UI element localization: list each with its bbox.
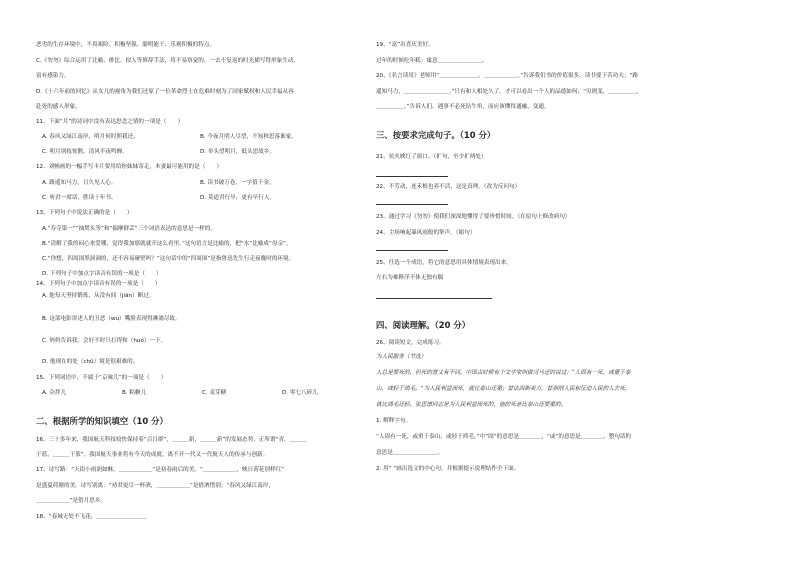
question-15: 15、下列词语中，不属于“京味儿”的一项是（ ） [36,375,167,381]
answer-line[interactable] [376,204,448,205]
question-12: 12、刘畅画的一幅手写卡片要用给你妹妹寄走，本妻最可能用的是（ ） [36,164,223,170]
option[interactable]: A. 他每天坚持锻炼，从没有间（jiān）断过。 [42,293,155,299]
option[interactable]: D. 零七八碎儿 [282,390,318,396]
question-18: 18、“春城无处不飞花，＿＿＿＿＿＿＿＿＿ [36,514,147,520]
option[interactable]: C. 明月别枝惊鹊，清风半夜鸣蝉。 [42,149,128,155]
question-16-cont: 于蓝，＿＿＿于蓝”。我国航天事业将有今天的成就，离不开一代又一代航天人的传承与创新。 [36,452,269,458]
option[interactable]: B. 今夜月明人尽望，不知秋思落谁家。 [200,134,297,140]
text-line: C.《勿勿》综合运用了比喻、排比、拟人等修辞手法，将不易察觉的、一去不复返的时光描写得形象生动、 [36,58,299,64]
option[interactable]: D. 莫道君行早，更有早行人。 [200,195,275,201]
text-line: 赴死的感人形象。 [36,104,81,110]
idiom-choices: 左右为难释洋不休无独有偶 [376,275,444,281]
option[interactable]: B. 读书破万卷，一字值千金。 [200,180,275,186]
question-26: 26、阅读短文，完成练习。 [376,340,445,346]
question-20-cont: ＿＿＿＿＿。”告诉人们，遇事不必死钻牛角，而应该懂得通融、变通。 [376,104,550,110]
option[interactable]: C.“你想，四周围黑洞洞的，还不容易碰壁吗？”这句话中的“四周围”是指鲁迅先生行走夜晚时的环境。 [42,256,295,262]
question-13: 13、下列句子中说法正确的是（ ） [36,210,133,216]
option[interactable]: D. 下列句子中加点字读音有误的一项是（ ） [42,271,162,277]
question-23: 23、通过学习《勿勿》使我们深深地懂得了要珍惜时间。（在原句上修改病句） [376,214,571,220]
question-20-cont: 遥知马力，＿＿＿＿＿＿＿＿。”只有和人相处久了，才可以看出一个人的品德如何；“穷则变，＿＿＿＿＿， [376,89,642,95]
question-20: 20、《名言读用》老师用“＿＿＿＿＿＿＿，＿＿＿＿＿＿。”告诉我们书的价值很多，读书要下苦功夫；“路 [376,73,638,79]
option[interactable]: A. 春风又绿江南岸，明月何时照我还。 [42,134,139,140]
question-19: 19、“富”出喜庆美好。 [376,42,434,48]
passage-title: 为人民服务（节选） [376,354,427,360]
option[interactable]: A.“寿夺第一”“抽焚头等”和“揣摩群芸”三个词语表达的意思是一样的。 [42,226,216,232]
question-14: 14、下列句子中加点字读音有误的一项是（ ） [36,281,161,287]
sub-question-1-text: 意思是＿＿＿＿＿＿＿＿。 [376,450,444,456]
question-22: 22、不劳动，连禾根也养不活，这是真理。（改为反问句） [376,184,521,190]
question-16: 16、三十多年来，我国航天科技较快保持着“百日群”，＿＿＿新，＿＿＿新”的发展态势，正所谓“青，＿＿＿ [36,437,307,443]
answer-line[interactable] [376,250,448,251]
question-24: 24、尘场响起暴风雨般的掌声。（缩句） [376,230,476,236]
option[interactable]: D. 他现在的处（chǔ）境是很艰难的。 [42,359,139,365]
question-11: 11、下面“月”的诗词中没有表达思念之情的一项是（ ） [36,119,184,125]
section-heading-3: 三、按要求完成句子。（10 分） [376,130,496,140]
answer-line[interactable] [376,298,492,299]
option[interactable]: B.“清解了我的闷心来爱哪，觉得我加那就就开这么看里。”这句语言是比喻的，把“水”比喻成“母亲”。 [42,241,292,247]
answer-line[interactable] [376,176,448,177]
option[interactable]: C. 麦芽糖 [202,390,227,396]
question-17-cont: 是盛夏荷塘的美。诗写别离：“劝君更尽一杯酒，＿＿＿＿＿＿”是借酒惜别；“春风又绿江南岸， [36,483,275,489]
section-heading-2: 二、根据所学的知识填空（10 分） [36,416,168,426]
option[interactable]: A. 杂拌儿 [42,390,67,396]
question-17-cont: ＿＿＿＿＿＿”是借月思乡。 [36,498,107,504]
passage-line: 人总是要死的，但死的意义有不同。中国古时候有个文学家叫做司马迁的说过：“人固有一死，或重于泰 [376,370,631,376]
section-heading-4: 四、阅读理解。（20 分） [376,320,471,330]
text-line: 富有感染力。 [36,73,70,79]
sub-question-1-text: “人固有一死，或重于泰山，或轻于鸿毛。”中“固”的意思是＿＿＿＿，“或”的意思是＿＿＿＿。整句话的 [376,434,632,440]
sub-question-1: 1. 解释字句。 [376,418,412,424]
option[interactable]: C. 听君一席话，胜读十年书。 [42,195,117,201]
sub-question-2: 2. 用“ ”画出选文的中心句，并根据提示说理结作全下面。 [376,466,520,472]
passage-line: 就比鸿毛还轻。张思德同志是为人民利益而死的，他的死是比泰山还要重的。 [376,402,567,408]
passage-line: 山，或轻于鸿毛。”为人民利益而死，就比泰山还重；替法西斯卖力，替剥削人民和压迫人民的人去死， [376,386,631,392]
question-17: 17、诗写路：“天街小雨润如酥，＿＿＿＿＿＿”是初春雨后的美。“＿＿＿＿＿＿，映日荷花别样红” [36,467,285,473]
text-line: 恶劣的生存环境中，不畏艰险、积极坚强、聪明能干、乐观积极的特点。 [36,42,216,48]
question-21: 21、炕火映红了窗口。（扩句，至少扩两处） [376,154,487,160]
option[interactable]: B. 这部电影讲述人的丑恶（wù）嘴脸表现得淋漓尽致。 [42,316,181,322]
option[interactable]: D. 举头望明月，低头思故乡。 [200,149,275,155]
option[interactable]: B. 粘糖儿 [122,390,147,396]
question-25: 25、任选一个成语，将它的意思用具体情境表现出来。 [376,260,512,266]
option[interactable]: A. 路遥知马力，日久见人心。 [42,180,117,186]
option[interactable]: C. 妈妈告诉我，会好不时只打得和（huó）一下。 [42,338,167,344]
question-19-cont: 过年的时候吃年糕：寓意＿＿＿＿＿＿＿＿。 [376,58,488,64]
text-line: D.《十六年前的回忆》从女儿的视角为我们还原了一位革命烈士在危难时刻为了国家赋权和人民幸福从容 [36,89,294,95]
